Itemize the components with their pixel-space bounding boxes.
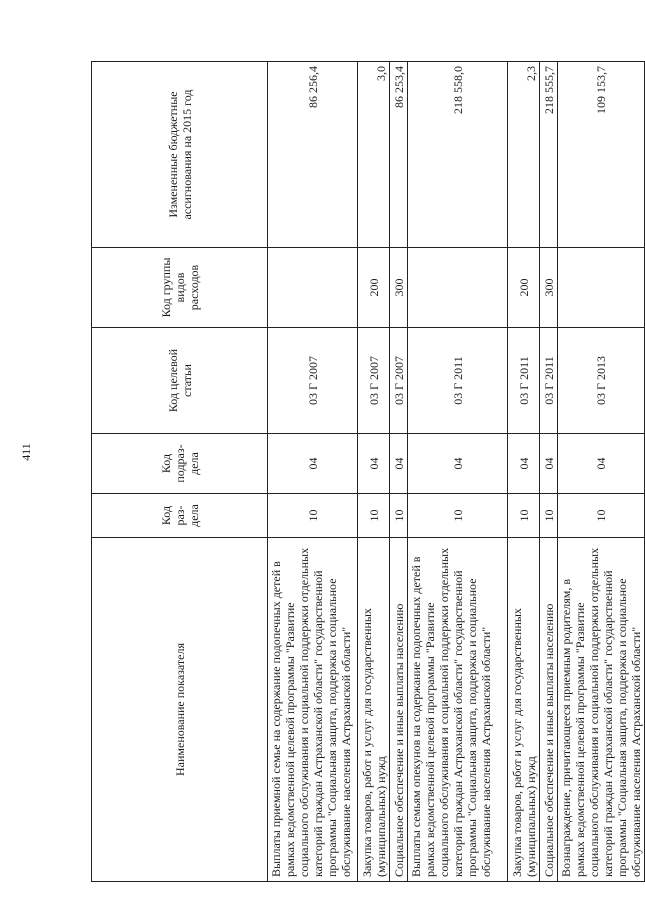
row-amount: 218 555,7	[540, 62, 558, 248]
rotated-table-container	[91, 62, 643, 882]
table-row	[508, 62, 540, 882]
row-razdel: 10	[558, 494, 645, 538]
column-header-razdel: Код раз-дела	[92, 494, 268, 538]
row-tselevaya: 03 Г 2007	[358, 328, 390, 434]
column-header-vid: Код группы видов расходов	[92, 248, 268, 328]
row-vid: 300	[390, 248, 408, 328]
row-razdel: 10	[268, 494, 358, 538]
row-tselevaya: 03 Г 2011	[408, 328, 508, 434]
row-name: Социальное обеспечение и иные выплаты населению	[390, 538, 408, 882]
row-podrazdel: 04	[508, 434, 540, 494]
row-vid	[408, 248, 508, 328]
column-header-amount: Измененные бюджетные ассигнования на 2015 год	[92, 62, 268, 248]
table-row	[390, 62, 408, 882]
row-podrazdel: 04	[390, 434, 408, 494]
row-tselevaya: 03 Г 2007	[390, 328, 408, 434]
row-name: Социальное обеспечение и иные выплаты населению	[540, 538, 558, 882]
row-amount: 109 153,7	[558, 62, 645, 248]
row-name: Выплаты семьям опекунов на содержание подопечных детей в рамках ведомственной целевой программы "Развитие социального обслуживания и социальной поддержки отдельных категорий граждан Астраханской области" государственной программы "Социальная защита, поддержка и социальное обслуживание населения Астраханской области"	[408, 538, 508, 882]
table-row	[558, 62, 645, 882]
column-header-name: Наименование показателя	[92, 538, 268, 882]
row-tselevaya: 03 Г 2011	[540, 328, 558, 434]
column-header-podrazdel: Код подраз-дела	[92, 434, 268, 494]
row-amount: 218 558,0	[408, 62, 508, 248]
page-number: 411	[19, 443, 33, 461]
row-tselevaya: 03 Г 2007	[268, 328, 358, 434]
row-podrazdel: 04	[358, 434, 390, 494]
row-podrazdel: 04	[558, 434, 645, 494]
table-header-row	[92, 62, 268, 882]
table-row	[408, 62, 508, 882]
row-vid: 300	[540, 248, 558, 328]
row-name: Выплаты приемной семье на содержание подопечных детей в рамках ведомственной целевой программы "Развитие социального обслуживания и социальной поддержки отдельных категорий граждан Астраханской области" государственной программы "Социальная защита, поддержка и социальное обслуживание населения Астраханской области"	[268, 538, 358, 882]
column-header-tselevaya: Код целевой статьи	[92, 328, 268, 434]
row-amount: 86 256,4	[268, 62, 358, 248]
row-razdel: 10	[390, 494, 408, 538]
row-amount: 86 253,4	[390, 62, 408, 248]
row-name: Вознаграждение, причитающееся приемным родителям, в рамках ведомственной целевой программы "Развитие социального обслуживания и социальной поддержки отдельных категорий граждан Астраханской области" государственной программы "Социальная защита, поддержка и социальное обслуживание населения Астраханской области"	[558, 538, 645, 882]
row-vid	[268, 248, 358, 328]
row-vid: 200	[508, 248, 540, 328]
budget-table	[91, 61, 645, 882]
row-name: Закупка товаров, работ и услуг для государственных (муниципальных) нужд	[358, 538, 390, 882]
row-razdel: 10	[540, 494, 558, 538]
row-amount: 3,0	[358, 62, 390, 248]
table-row	[540, 62, 558, 882]
row-podrazdel: 04	[268, 434, 358, 494]
row-podrazdel: 04	[540, 434, 558, 494]
row-vid	[558, 248, 645, 328]
row-vid: 200	[358, 248, 390, 328]
table-row	[268, 62, 358, 882]
row-razdel: 10	[408, 494, 508, 538]
row-razdel: 10	[358, 494, 390, 538]
row-tselevaya: 03 Г 2011	[508, 328, 540, 434]
row-amount: 2,3	[508, 62, 540, 248]
row-name: Закупка товаров, работ и услуг для государственных (муниципальных) нужд	[508, 538, 540, 882]
row-razdel: 10	[508, 494, 540, 538]
row-tselevaya: 03 Г 2013	[558, 328, 645, 434]
row-podrazdel: 04	[408, 434, 508, 494]
table-row	[358, 62, 390, 882]
